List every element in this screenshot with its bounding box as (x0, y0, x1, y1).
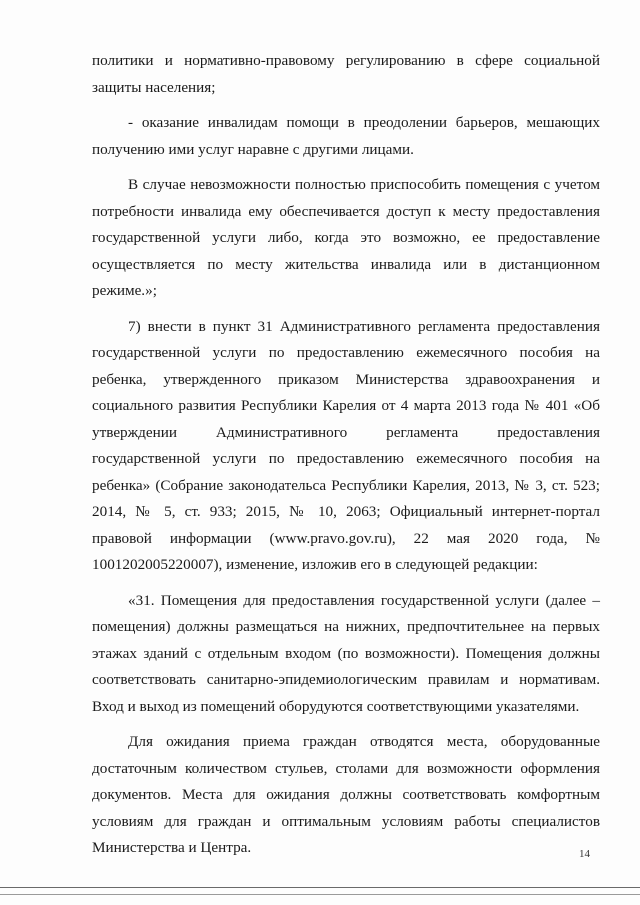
paragraph: - оказание инвалидам помощи в преодолении барьеров, мешающих получению ими услуг наравне с другими лицами. (92, 114, 600, 158)
paragraph: В случае невозможности полностью приспособить помещения с учетом потребности инвалида ему обеспечивается доступ к месту предоставления государственной услуги либо, когда это возможно, ее предоставление осуществляется по месту жительства инвалида или в дистанционном режиме.»; (92, 176, 600, 299)
body-text (92, 48, 600, 862)
scan-edge-line (0, 887, 640, 888)
paragraph: 7) внести в пункт 31 Административного регламента предоставления государственной услуги по предоставлению ежемесячного пособия на ребенка, утвержденного приказом Министерства здравоохранения и социального развития Республики Карелия от 4 марта 2013 года № 401 «Об утверждении Административного регламента предоставления государственной услуги по предоставлению ежемесячного пособия на ребенка» (Собрание законодательса Республики Карелия, 2013, № 3, ст. 523; 2014, № 5, ст. 933; 2015, № 10, 2063; Официальный интернет-портал правовой информации (www.pravo.gov.ru), 22 мая 2020 года, № 1001202005220007), изменение, изложив его в следующей редакции: (92, 317, 600, 573)
scan-edge-line (0, 894, 640, 895)
paragraph: «31. Помещения для предоставления государственной услуги (далее – помещения) должны размещаться на нижних, предпочтительнее на первых этажах зданий с отдельным входом (по возможности). Помещения должны соответствовать санитарно-эпидемиологическим правилам и нормативам. Вход и выход из помещений оборудуются соответствующими указателями. (92, 591, 600, 715)
paragraph: политики и нормативно-правовому регулированию в сфере социальной защиты населения; (92, 52, 600, 96)
page-number: 14 (579, 848, 590, 860)
paragraph: Для ожидания приема граждан отводятся места, оборудованные достаточным количеством стульев, столами для возможности оформления документов. Места для ожидания должны соответствовать комфортным условиям для граждан и оптимальным условиям работы специалистов Министерства и Центра. (92, 733, 600, 856)
